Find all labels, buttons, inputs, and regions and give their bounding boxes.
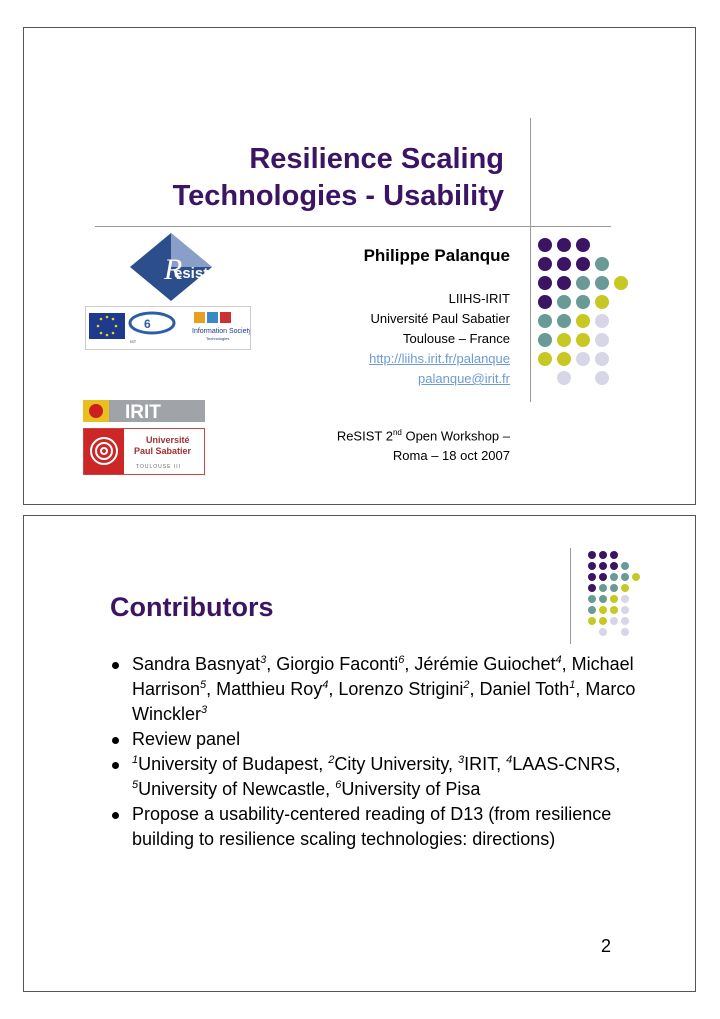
decorative-dot (557, 314, 571, 328)
eu-ist-logos (85, 306, 251, 350)
decorative-dot (610, 606, 618, 614)
ups-logo (83, 428, 205, 475)
decorative-dot (588, 617, 596, 625)
decorative-dot (595, 257, 609, 271)
list-item: $^1$University of Budapest, $^2$City University, $^3$IRIT, $^4$LAAS-CNRS, $^5$University of Newcastle, $^6$University of Pisa (110, 752, 650, 802)
decorative-dot (599, 628, 607, 636)
decorative-dot (588, 606, 596, 614)
decorative-dot (588, 595, 596, 603)
decorative-dot (588, 573, 596, 581)
decorative-dot (621, 584, 629, 592)
lab-name: LIIHS-IRIT (448, 291, 510, 306)
resist-logo (128, 231, 214, 303)
decorative-dot (610, 573, 618, 581)
decorative-dot (610, 617, 618, 625)
decorative-dot (538, 333, 552, 347)
decorative-dot (599, 551, 607, 559)
contributors-list (110, 652, 650, 852)
svg-text:esist: esist (174, 265, 209, 282)
decorative-dot (588, 551, 596, 559)
decorative-dot (576, 238, 590, 252)
decorative-dot (576, 352, 590, 366)
decorative-dot (557, 276, 571, 290)
decorative-dot (588, 562, 596, 570)
svg-text:IRIT: IRIT (125, 402, 161, 422)
slide-1-title: Resilience Scaling Technologies - Usability (172, 143, 504, 212)
decorative-dot (576, 295, 590, 309)
decorative-dot (595, 333, 609, 347)
title-divider (95, 226, 611, 227)
vertical-divider (570, 548, 571, 644)
decorative-dot (621, 573, 629, 581)
decorative-dot (610, 584, 618, 592)
page-number: 2 (600, 936, 611, 956)
workshop-info: ReSIST 2nd Open Workshop – Roma – 18 oct 2007 (336, 428, 510, 464)
decorative-dot (538, 314, 552, 328)
decorative-dot (538, 257, 552, 271)
email-link[interactable]: palanque@irit.fr (418, 371, 510, 386)
author-name: Philippe Palanque (363, 246, 510, 265)
list-item: Review panel (110, 727, 650, 752)
svg-text:Université: Université (146, 435, 190, 445)
svg-text:Technologies: Technologies (206, 336, 230, 341)
decorative-dot (595, 371, 609, 385)
decorative-dot (621, 595, 629, 603)
svg-text:6: 6 (144, 317, 151, 331)
slide-2-title: Contributors (110, 592, 274, 622)
decorative-dot (557, 352, 571, 366)
vertical-divider (530, 118, 531, 402)
decorative-dot (576, 276, 590, 290)
list-item: Propose a usability-centered reading of D13 (from resilience building to resilience scaling technologies: directions) (110, 802, 650, 852)
decorative-dot (610, 562, 618, 570)
decorative-dot (599, 573, 607, 581)
decorative-dot (632, 573, 640, 581)
affiliation-block (369, 289, 510, 389)
decorative-dot (599, 617, 607, 625)
decorative-dot (588, 584, 596, 592)
decorative-dot (557, 333, 571, 347)
decorative-dot (557, 371, 571, 385)
decorative-dot (595, 276, 609, 290)
svg-text:R: R (164, 253, 183, 286)
slide-1 (23, 27, 696, 505)
decorative-dot (621, 562, 629, 570)
decorative-dot (557, 295, 571, 309)
decorative-dot (599, 595, 607, 603)
irit-logo (83, 400, 205, 422)
decorative-dot (557, 257, 571, 271)
decorative-dot (599, 562, 607, 570)
decorative-dot (538, 295, 552, 309)
decorative-dot (621, 606, 629, 614)
decorative-dot (599, 606, 607, 614)
decorative-dot (610, 551, 618, 559)
decorative-dot (538, 238, 552, 252)
decorative-dot (576, 314, 590, 328)
decorative-dot (576, 333, 590, 347)
decorative-dot (595, 295, 609, 309)
decorative-dot (595, 314, 609, 328)
svg-text:TOULOUSE III: TOULOUSE III (136, 464, 181, 470)
decorative-dot (557, 238, 571, 252)
svg-text:Paul Sabatier: Paul Sabatier (134, 446, 192, 456)
svg-text:IST: IST (130, 339, 137, 344)
decorative-dot (614, 276, 628, 290)
homepage-link[interactable]: http://liihs.irit.fr/palanque (369, 351, 510, 366)
university-name: Université Paul Sabatier (370, 311, 510, 326)
decorative-dot (621, 617, 629, 625)
decorative-dot (621, 628, 629, 636)
decorative-dot (538, 352, 552, 366)
decorative-dot (610, 595, 618, 603)
list-item: Sandra Basnyat$^3$, Giorgio Faconti$^6$, Jérémie Guiochet$^4$, Michael Harrison$^5$, Matthieu Roy$^4$, Lorenzo Strigini$^2$, Daniel Toth$^1$, Marco Winckler$^3$ (110, 652, 650, 727)
city-country: Toulouse – France (403, 331, 510, 346)
svg-text:Information Society: Information Society (192, 328, 250, 335)
decorative-dot (538, 276, 552, 290)
slide-2 (23, 515, 696, 992)
decorative-dot (576, 257, 590, 271)
decorative-dot (595, 352, 609, 366)
decorative-dot (599, 584, 607, 592)
